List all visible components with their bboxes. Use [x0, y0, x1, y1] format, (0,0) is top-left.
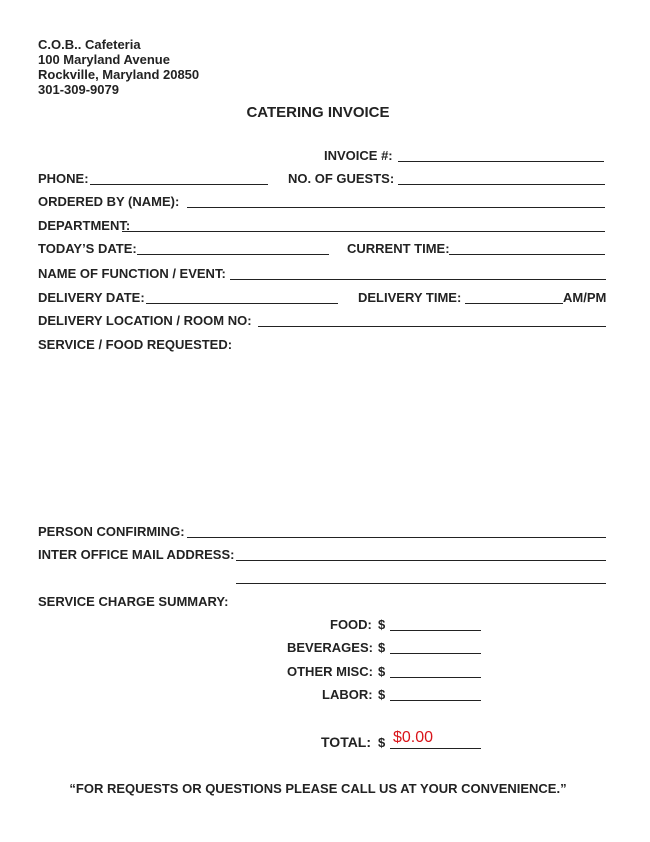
labor-field[interactable] [390, 700, 481, 701]
current-time-label: CURRENT TIME: [347, 241, 450, 256]
page-title: CATERING INVOICE [246, 104, 390, 121]
other-misc-currency: $ [378, 664, 386, 679]
department-label: DEPARTMENT: [38, 218, 131, 233]
footer-note: “FOR REQUESTS OR QUESTIONS PLEASE CALL US AT YOUR CONVENIENCE.” [69, 781, 567, 796]
guests-label: NO. OF GUESTS: [288, 171, 395, 186]
invoice-field[interactable] [398, 161, 604, 162]
delivery-date-label: DELIVERY DATE: [38, 290, 145, 305]
delivery-time-field[interactable] [465, 303, 563, 304]
address-line-2: Rockville, Maryland 20850 [38, 67, 200, 82]
current-time-field[interactable] [449, 254, 605, 255]
total-label: TOTAL: [321, 734, 372, 750]
summary-heading: SERVICE CHARGE SUMMARY: [38, 594, 229, 609]
total-currency: $ [378, 735, 386, 750]
labor-label: LABOR: [322, 687, 373, 702]
cafeteria-phone: 301-309-9079 [38, 82, 119, 97]
function-field[interactable] [230, 279, 606, 280]
invoice-label: INVOICE #: [324, 148, 393, 163]
ordered-by-field[interactable] [187, 207, 605, 208]
cafeteria-name: C.O.B.. Cafeteria [38, 37, 141, 52]
beverages-label: BEVERAGES: [287, 640, 373, 655]
todays-date-label: TODAY’S DATE: [38, 241, 137, 256]
total-value: $0.00 [393, 729, 434, 746]
service-food-label: SERVICE / FOOD REQUESTED: [38, 337, 233, 352]
ordered-by-label: ORDERED BY (NAME): [38, 194, 180, 209]
function-label: NAME OF FUNCTION / EVENT: [38, 266, 226, 281]
todays-date-field[interactable] [137, 254, 329, 255]
beverages-currency: $ [378, 640, 386, 655]
ampm-label: AM/PM [563, 290, 607, 305]
total-field [390, 748, 481, 749]
service-food-area[interactable] [38, 355, 606, 515]
phone-field[interactable] [90, 184, 268, 185]
person-confirming-label: PERSON CONFIRMING: [38, 524, 185, 539]
person-confirming-field[interactable] [187, 537, 606, 538]
mail-address-label: INTER OFFICE MAIL ADDRESS: [38, 547, 235, 562]
food-currency: $ [378, 617, 386, 632]
beverages-field[interactable] [390, 653, 481, 654]
delivery-date-field[interactable] [146, 303, 338, 304]
food-label: FOOD: [330, 617, 372, 632]
location-field[interactable] [258, 326, 606, 327]
department-field[interactable] [122, 231, 605, 232]
other-misc-label: OTHER MISC: [287, 664, 373, 679]
food-field[interactable] [390, 630, 481, 631]
phone-label: PHONE: [38, 171, 89, 186]
delivery-time-label: DELIVERY TIME: [358, 290, 462, 305]
mail-address-field[interactable] [236, 560, 606, 561]
guests-field[interactable] [398, 184, 605, 185]
labor-currency: $ [378, 687, 386, 702]
address-line-1: 100 Maryland Avenue [38, 52, 170, 67]
location-label: DELIVERY LOCATION / ROOM NO: [38, 313, 252, 328]
mail-address-field-2[interactable] [236, 583, 606, 584]
other-misc-field[interactable] [390, 677, 481, 678]
